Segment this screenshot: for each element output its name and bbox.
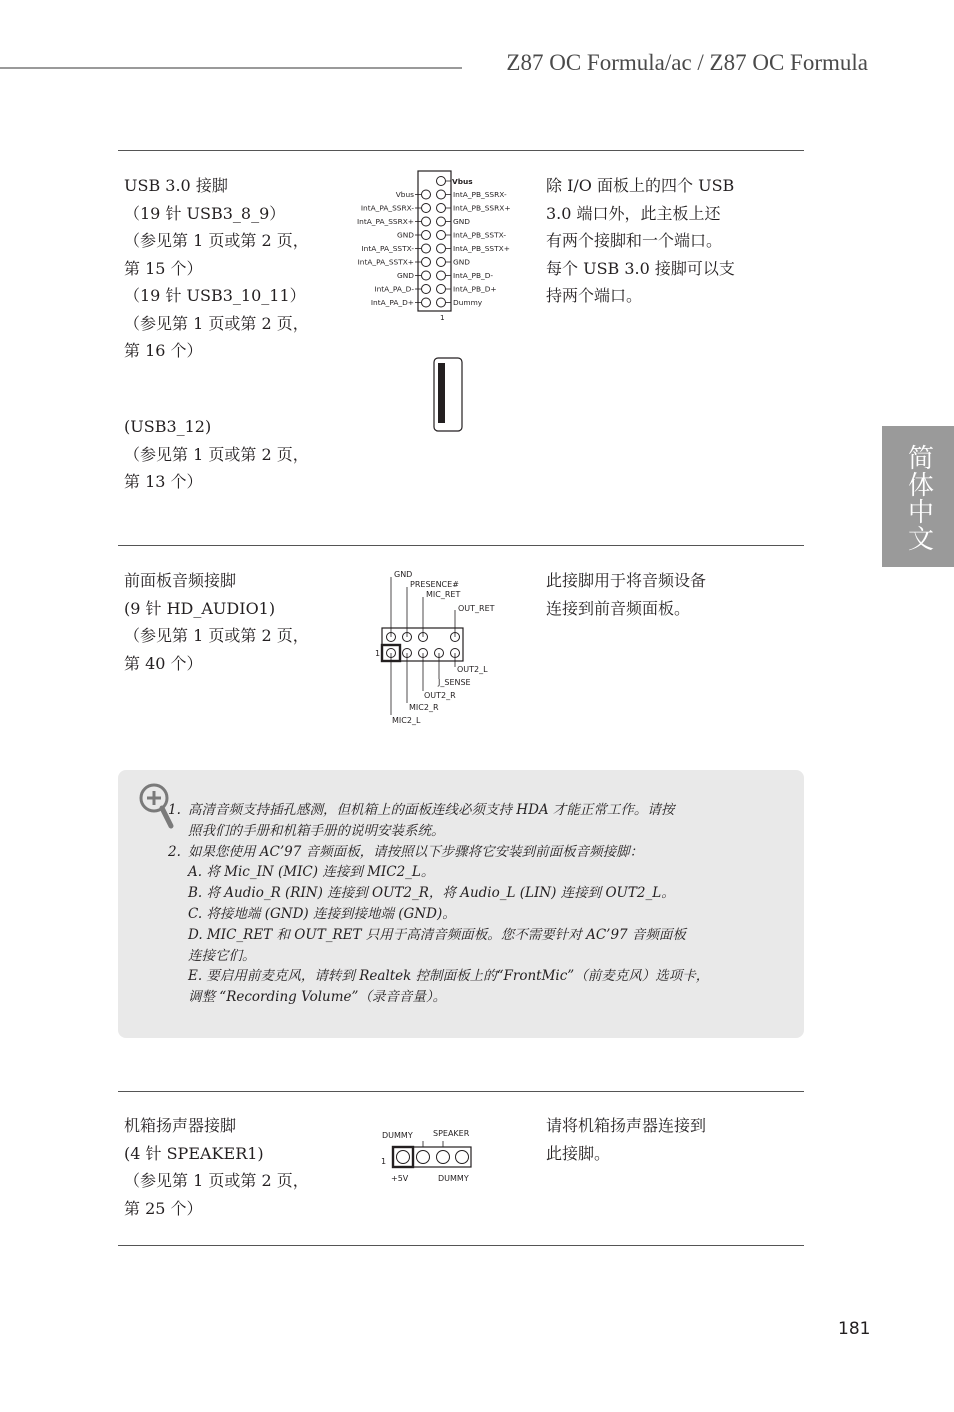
- usb-port-description: [124, 413, 334, 496]
- usb3-pin: [422, 244, 431, 253]
- usb3-pin: [422, 231, 431, 240]
- usb3-pin: [437, 177, 446, 186]
- usb3-pin: [422, 271, 431, 280]
- audio-gnd-label: GND: [394, 570, 413, 579]
- note-line: 调整 “Recording Volume”（录音音量）。: [188, 989, 447, 1006]
- speaker-ref-num: 第 25 个）: [124, 1198, 203, 1218]
- usb-port-ref-num: 第 13 个）: [124, 472, 203, 491]
- usb3-right-pin-label: IntA_PB_D+: [453, 284, 497, 294]
- speaker-header-description: [124, 1112, 334, 1222]
- usb-explanation-line: 有两个接脚和一个端口。: [546, 231, 723, 250]
- usb3-pin: [437, 217, 446, 226]
- usb3-left-pin-label: IntA_PA_SSTX-: [361, 244, 414, 253]
- usb-explanation-line: 持两个端口。: [546, 286, 643, 305]
- usb3-left-pin-label: IntA_PA_SSTX+: [357, 257, 414, 267]
- speaker-dummy-bottom-label: DUMMY: [438, 1174, 469, 1183]
- page-header-title: Z87 OC Formula/ac / Z87 OC Formula: [506, 50, 868, 75]
- note-item: [168, 842, 768, 1008]
- section-rule-usb: [118, 150, 804, 151]
- speaker-title: 机箱扬声器接脚: [124, 1116, 237, 1135]
- usb3-right-pin-label: IntA_PB_SSTX-: [453, 230, 506, 240]
- section-rule-speaker: [118, 1091, 804, 1092]
- usb3-right-pin-label: IntA_PB_SSTX+: [453, 244, 510, 253]
- audio-header-description: [124, 567, 334, 677]
- usb-ref-2-num: 第 16 个）: [124, 341, 203, 360]
- usb3-left-pin-label: IntA_PA_D-: [374, 284, 414, 294]
- speaker-pin1-marker: 1: [381, 1157, 387, 1166]
- usb-port-ref: （参见第 1 页或第 2 页，: [124, 444, 309, 464]
- speaker-dummy-top-label: DUMMY: [382, 1131, 413, 1140]
- audio-mic2-r-label: MIC2_R: [409, 703, 439, 712]
- usb-pin-label-2: （19 针 USB3_10_11）: [124, 286, 306, 305]
- speaker-pin-label: (4 针 SPEAKER1): [124, 1143, 264, 1163]
- usb3-right-pin-label: IntA_PB_SSRX+: [453, 203, 511, 213]
- hd-audio-header-diagram: [370, 565, 510, 730]
- usb3-pin: [437, 231, 446, 240]
- usb3-pin: [437, 258, 446, 267]
- usb3-pin: [422, 298, 431, 307]
- usb-explanation-line: 3.0 端口外，此主板上还: [546, 203, 721, 223]
- usb3-left-labels: [357, 190, 421, 307]
- note-line: 照我们的手册和机箱手册的说明安装系统。: [188, 822, 445, 839]
- language-side-tab: [882, 426, 954, 567]
- audio-ref-num: 第 40 个）: [124, 653, 203, 673]
- usb3-right-pin-label: Dummy: [453, 298, 483, 307]
- usb-ref-2: （参见第 1 页或第 2 页，: [124, 313, 309, 333]
- header-rule: [0, 67, 462, 69]
- usb3-right-pin-label: IntA_PB_SSRX-: [453, 190, 507, 199]
- usb-ref-1-num: 第 15 个）: [124, 258, 203, 278]
- audio-explanation-line: 连接到前音频面板。: [546, 598, 691, 618]
- usb-explanation-line: 每个 USB 3.0 接脚可以支: [546, 258, 735, 278]
- speaker-pin-row: [397, 1151, 469, 1164]
- usb3-pin: [422, 204, 431, 213]
- audio-out-ret-label: OUT_RET: [458, 604, 495, 613]
- audio-presence-label: PRESENCE#: [410, 580, 459, 589]
- note-number: 2.: [168, 843, 181, 860]
- usb3-left-pin-label: IntA_PA_SSRX+: [356, 217, 414, 226]
- usb3-left-pin-label: GND: [397, 271, 414, 280]
- usb-header-description: [124, 172, 334, 365]
- audio-out2-l-label: OUT2_L: [457, 665, 488, 674]
- note-line: A. 将 Mic_IN (MIC) 连接到 MIC2_L。: [188, 864, 435, 881]
- speaker-ref: （参见第 1 页或第 2 页，: [124, 1171, 309, 1190]
- audio-mic-ret-label: MIC_RET: [426, 590, 461, 599]
- audio-mic2-l-label: MIC2_L: [392, 716, 421, 725]
- side-tab-label: 简体中文: [903, 444, 934, 552]
- note-line: 如果您使用 AC’97 音频面板，请按照以下步骤将它安装到前面板音频接脚：: [188, 843, 644, 860]
- note-item: [168, 800, 768, 842]
- page-number: 181: [838, 1319, 871, 1339]
- usb3-pin: [422, 285, 431, 294]
- note-box: [118, 770, 804, 1038]
- note-list: [168, 800, 768, 1008]
- speaker-explanation-line: 此接脚。: [546, 1143, 611, 1163]
- usb3-pin: [437, 285, 446, 294]
- usb3-pin: [437, 190, 446, 199]
- usb3-pin-top-label: Vbus: [452, 177, 473, 186]
- audio-pin1-marker: 1: [375, 649, 381, 658]
- usb3-left-pin-label: GND: [397, 230, 414, 240]
- usb3-left-pin-label: Vbus: [395, 190, 414, 199]
- speaker-header-diagram: [378, 1122, 498, 1187]
- usb3-pin: [437, 271, 446, 280]
- note-line: D. MIC_RET 和 OUT_RET 只用于高清音频面板。您不需要针对 AC’97 音频面板: [188, 926, 686, 943]
- note-line: B. 将 Audio_R (RIN) 连接到 OUT2_R，将 Audio_L (LIN) 连接到 OUT2_L。: [188, 885, 675, 902]
- usb3-pin: [422, 190, 431, 199]
- usb3-pin: [422, 217, 431, 226]
- audio-explanation-line: 此接脚用于将音频设备: [546, 571, 707, 590]
- usb-port-label: (USB3_12): [124, 417, 212, 436]
- audio-title: 前面板音频接脚: [124, 571, 237, 590]
- usb3-pin: [437, 298, 446, 307]
- usb3-pin: [422, 258, 431, 267]
- note-line: 连接它们。: [188, 947, 256, 964]
- note-line: C. 将接地端 (GND) 连接到接地端 (GND)。: [188, 905, 456, 922]
- audio-explanation: [546, 567, 752, 622]
- usb3-right-pin-label: GND: [453, 217, 470, 226]
- usb-explanation: [546, 172, 752, 310]
- usb3-pin: [437, 204, 446, 213]
- audio-out2-r-label: OUT2_R: [424, 691, 456, 700]
- audio-pin-label: (9 针 HD_AUDIO1): [124, 598, 276, 618]
- usb3-right-pin-label: IntA_PB_D-: [453, 271, 494, 280]
- usb3-left-pin-label: IntA_PA_SSRX-: [360, 203, 414, 213]
- usb-title: USB 3.0 接脚: [124, 176, 228, 195]
- usb3-port-icon: [433, 357, 463, 432]
- usb-explanation-line: 除 I/O 面板上的四个 USB: [546, 176, 735, 195]
- usb3-pin-grid: [422, 177, 446, 308]
- usb3-right-labels: [446, 190, 511, 307]
- speaker-pin: [456, 1151, 469, 1164]
- audio-ref: （参见第 1 页或第 2 页，: [124, 626, 309, 645]
- section-rule-bottom: [118, 1245, 804, 1246]
- speaker-explanation: [546, 1112, 752, 1167]
- section-rule-audio: [118, 545, 804, 546]
- note-line: 高清音频支持插孔感测，但机箱上的面板连线必须支持 HDA 才能正常工作。请按: [188, 802, 675, 818]
- usb3-pin1-marker: 1: [440, 313, 445, 322]
- speaker-pin: [437, 1151, 450, 1164]
- audio-j-sense-label: J_SENSE: [438, 678, 471, 687]
- usb3-left-pin-label: IntA_PA_D+: [370, 298, 414, 307]
- usb3-right-pin-label: GND: [453, 257, 470, 267]
- speaker-5v-label: +5V: [391, 1174, 409, 1183]
- usb3-pin: [437, 244, 446, 253]
- speaker-speaker-label: SPEAKER: [433, 1129, 470, 1138]
- note-number: 1.: [168, 802, 181, 818]
- usb-ref-1: （参见第 1 页或第 2 页，: [124, 231, 309, 250]
- speaker-pin: [397, 1151, 410, 1164]
- usb3-header-diagram: [340, 165, 540, 325]
- note-line: E. 要启用前麦克风，请转到 Realtek 控制面板上的“FrontMic”（前麦克风）选项卡，: [188, 968, 710, 985]
- speaker-pin: [417, 1151, 430, 1164]
- usb-pin-label-1: （19 针 USB3_8_9）: [124, 203, 286, 223]
- speaker-explanation-line: 请将机箱扬声器连接到: [546, 1116, 707, 1135]
